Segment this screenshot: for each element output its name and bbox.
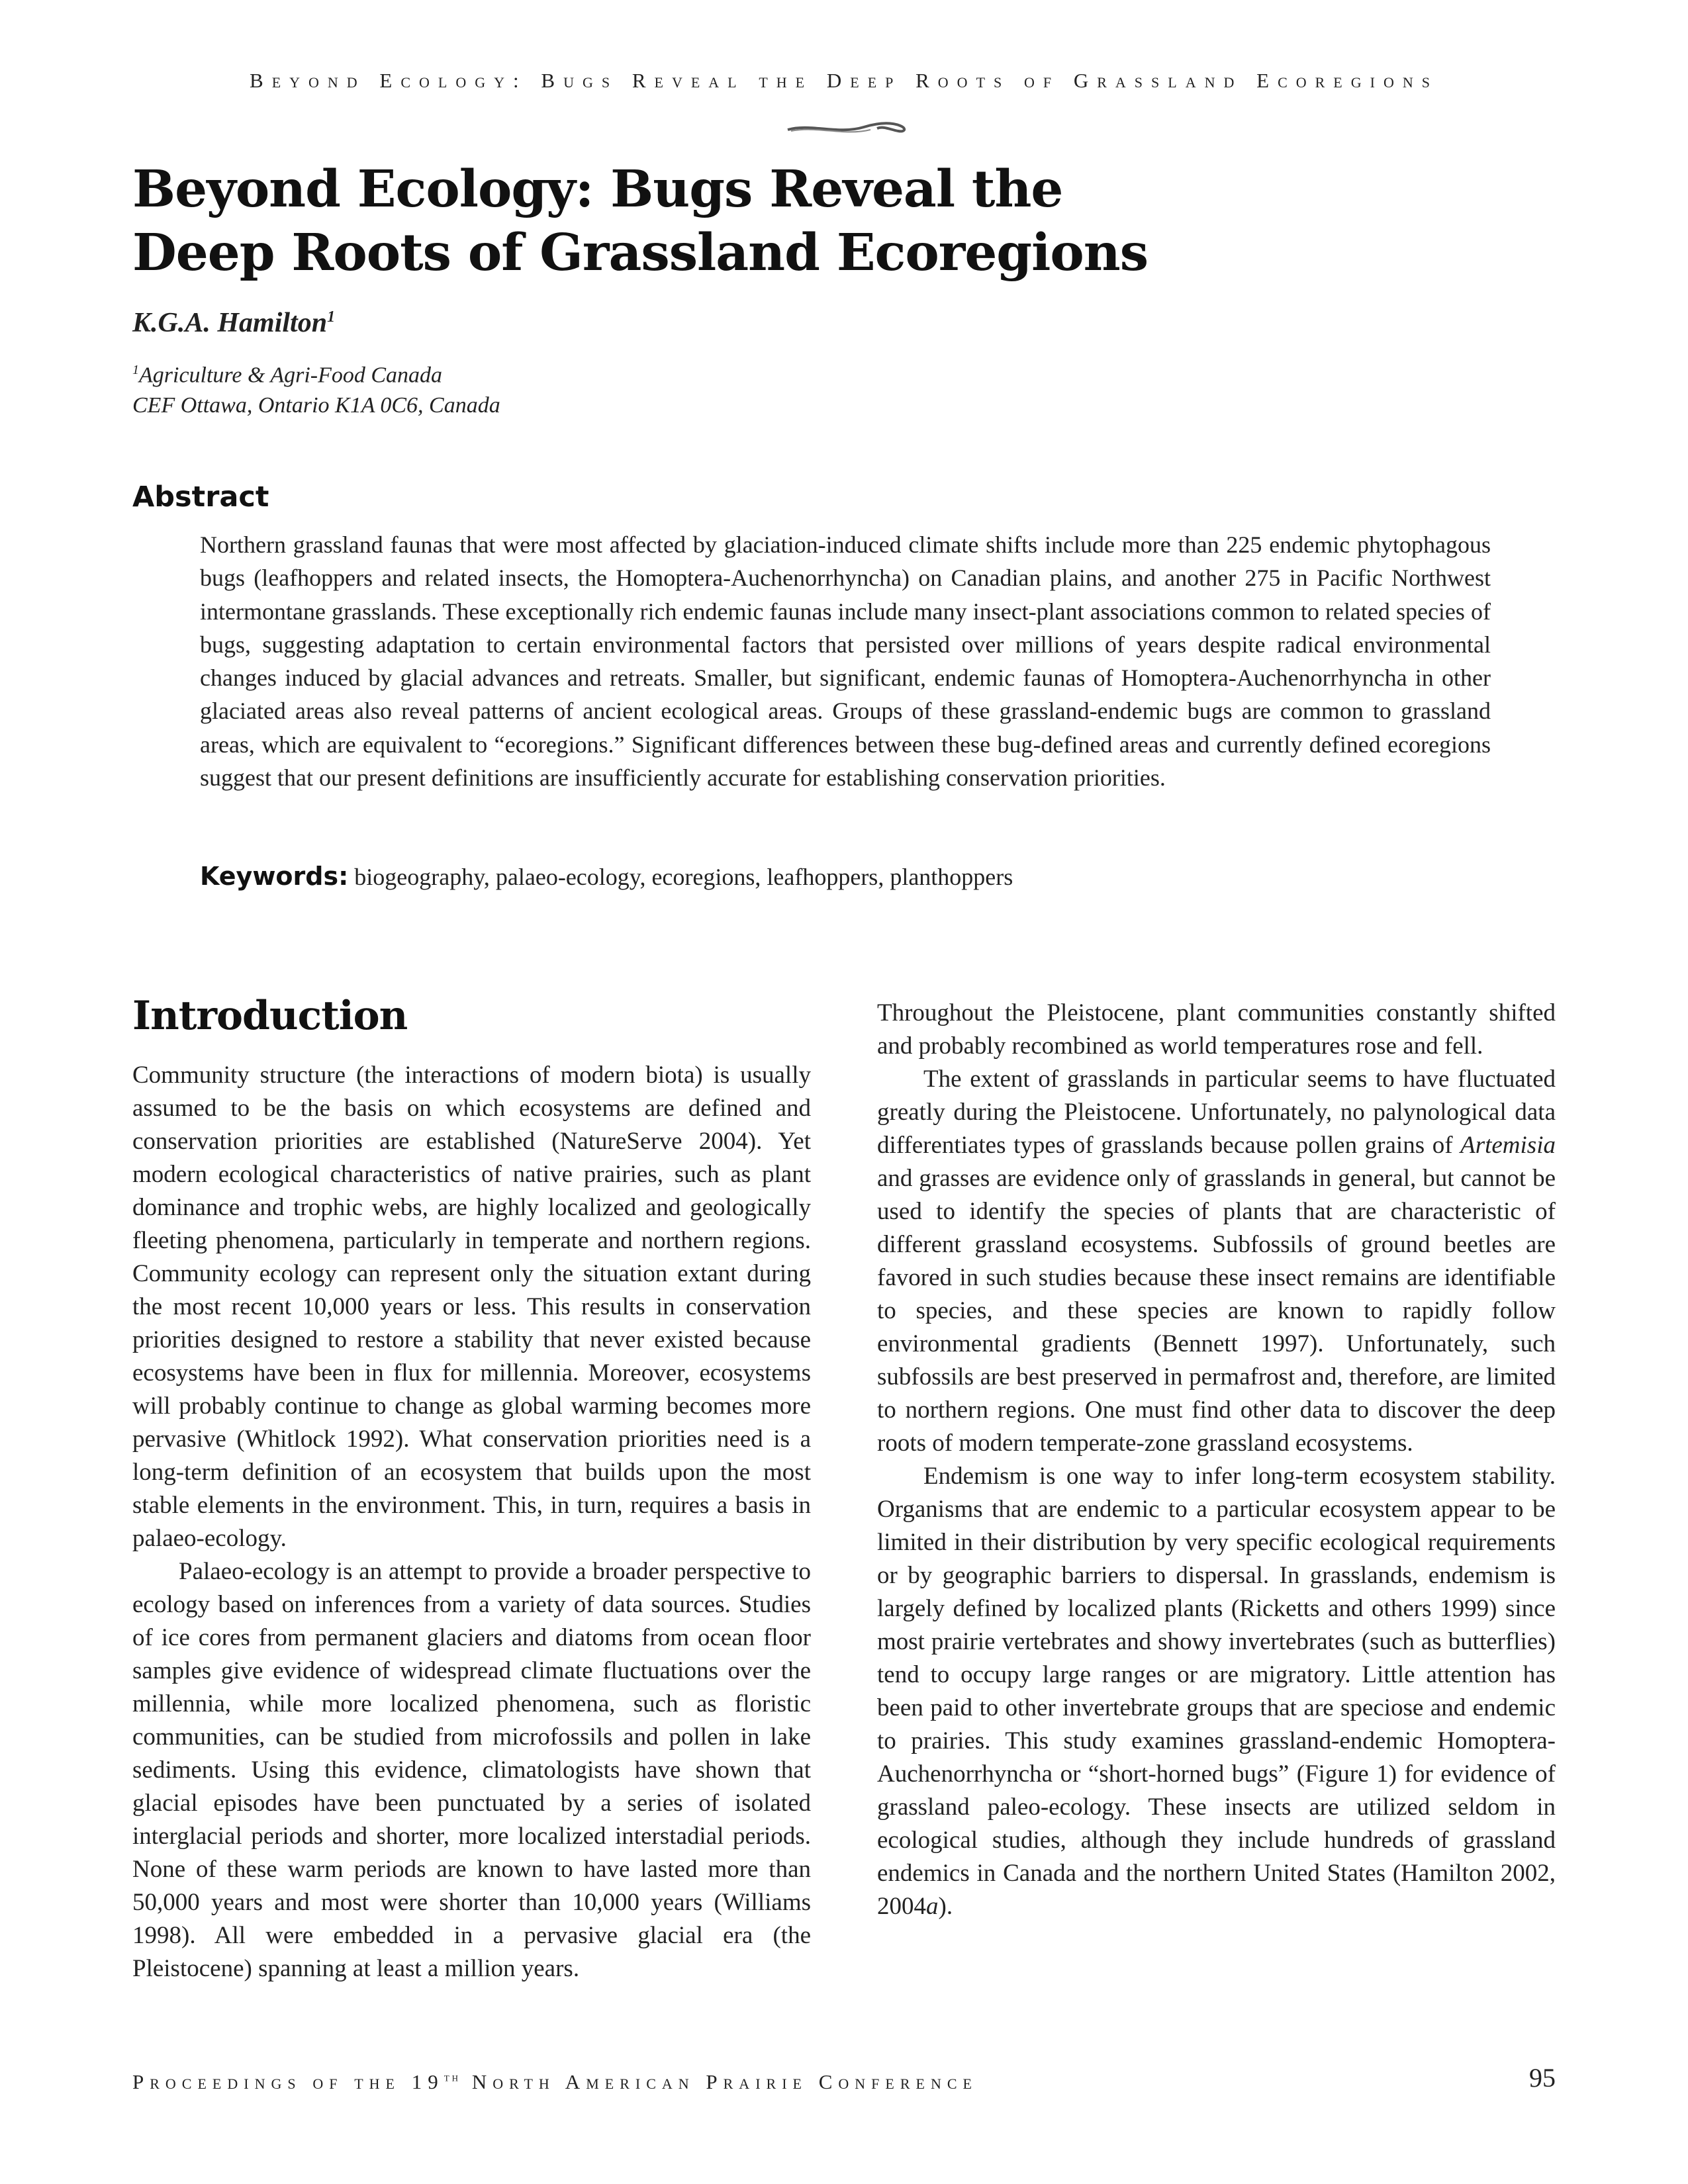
- citation-suffix: a: [926, 1893, 939, 1920]
- abstract-text: Northern grassland faunas that were most affected by glaciation-induced climate shifts include more than 225 endemic phytophagous bugs (leafhoppers and related insects, the Homoptera-Auchenorrhyncha) on Canadian plains, and another 275 in Pacific Northwest intermontane grasslands. These exceptionally rich endemic faunas include many insect-plant associations common to related species of bugs, suggesting adaptation to certain environmental factors that persisted over millions of years despite radical environmental changes induced by glacial advances and retreats. Smaller, but significant, endemic faunas of Homoptera-Auchenorrhyncha in other glaciated areas also reveal patterns of ancient ecological areas. Groups of these grassland-endemic bugs are common to grassland areas, which are equivalent to “ecoregions.” Significant differences between these bug-defined areas and currently defined ecoregions suggest that our present definitions are insufficiently accurate for establishing conservation priorities.: [200, 531, 1491, 792]
- title-line-1: Beyond Ecology: Bugs Reveal the: [132, 159, 1063, 219]
- intro-paragraph-2: Palaeo-ecology is an attempt to provide a broader perspective to ecology based on inferences from a variety of data sources. Studies of ice cores from permanent glaciers and diatoms from ocean floor samples give evidence of widespread climate fluctuations over the millennia, while more localized phenomena, such as floristic communities, can be studied from microfossils and pollen in lake sediments. Using this evidence, climatologists have shown that glacial episodes have been punctuated by a series of isolated interglacial periods and shorter, more localized interstadial periods. None of these warm periods are known to have lasted more than 50,000 years and most were shorter than 10,000 years (Williams 1998). All were embedded in a pervasive glacial era (the Pleistocene) spanning at least a million years.: [132, 1558, 811, 1982]
- keywords-label: Keywords:: [200, 862, 349, 891]
- author-affil-marker: 1: [327, 308, 336, 326]
- affiliation: [132, 355, 500, 421]
- left-column: [132, 1059, 811, 1985]
- intro-paragraph-1: Community structure (the interactions of modern biota) is usually assumed to be the basis on which ecosystems are defined and conservation priorities are established (NatureServe 2004). Yet modern ecological characteristics of native prairies, such as plant dominance and trophic webs, are highly localized and geologically fleeting phenomena, particularly in temperate and northern regions. Community ecology can represent only the situation extant during the most recent 10,000 years or less. This results in conservation priorities designed to restore a stability that never existed because ecosystems have been in flux for millennia. Moreover, ecosystems will probably continue to change as global warming becomes more pervasive (Whitlock 1992). What conservation priorities need is a long-term definition of an ecosystem that builds upon the most stable elements in the environment. This, in turn, requires a basis in palaeo-ecology.: [132, 1062, 811, 1552]
- keywords: [200, 862, 1491, 891]
- taxon-name: Artemisia: [1460, 1132, 1556, 1159]
- author-name: K.G.A. Hamilton: [132, 308, 328, 338]
- affiliation-marker: 1: [132, 363, 139, 377]
- ornament-flourish-icon: [784, 118, 910, 138]
- page-number: 95: [1529, 2063, 1556, 2093]
- introduction-heading: Introduction: [132, 993, 408, 1039]
- affiliation-line-2: CEF Ottawa, Ontario K1A 0C6, Canada: [132, 393, 500, 418]
- author: [132, 307, 335, 339]
- affiliation-line-1: $^1$Agriculture & Agri-Food Canada: [132, 363, 443, 388]
- footer-proceedings: Proceedings of the 19th North American Prairie Conference: [132, 2070, 978, 2093]
- footer-ordinal: th: [444, 2070, 461, 2085]
- intro-paragraph-5: Endemism is one way to infer long-term ecosystem stability. Organisms that are endemic to a particular ecosystem appear to be limited in their distribution by very specific ecological requirements or by geographic barriers to dispersal. In grasslands, endemism is largely defined by localized plants (Ricketts and others 1999) since most prairie vertebrates and showy invertebrates (such as butterflies) tend to occupy large ranges or are migratory. Little attention has been paid to other invertebrate groups that are speciose and endemic to prairies. This study examines grassland-endemic Homoptera-Auchenorrhyncha or “short-horned bugs” (Figure 1) for evidence of grassland paleo-ecology. These insects are utilized seldom in ecological studies, although they include hundreds of grassland endemics in Canada and the northern United States (Hamilton 2002, 2004a).: [877, 1463, 1556, 1920]
- running-head: Beyond Ecology: Bugs Reveal the Deep Roots of Grassland Ecoregions: [250, 69, 1438, 92]
- intro-paragraph-4: The extent of grasslands in particular seems to have fluctuated greatly during the Pleistocene. Unfortunately, no palynological data differentiates types of grasslands because pollen grains of Artemisia and grasses are evidence only of grasslands in general, but cannot be used to identify the species of plants that are characteristic of different grassland ecosystems. Subfossils of ground beetles are favored in such studies because these insect remains are identifiable to species, and these species are known to rapidly follow environmental gradients (Bennett 1997). Unfortunately, such subfossils are best preserved in permafrost and, therefore, are limited to northern regions. One must find other data to discover the deep roots of modern temperate-zone grassland ecosystems.: [877, 1066, 1556, 1457]
- abstract-heading: Abstract: [132, 480, 269, 514]
- right-column: [877, 997, 1556, 1923]
- intro-paragraph-3: Throughout the Pleistocene, plant communities constantly shifted and probably recombined as world temperatures rose and fell.: [877, 999, 1556, 1060]
- article-title: [132, 158, 1390, 285]
- keywords-text: biogeography, palaeo-ecology, ecoregions, leafhoppers, planthoppers: [354, 864, 1013, 890]
- title-line-2: Deep Roots of Grassland Ecoregions: [132, 223, 1149, 283]
